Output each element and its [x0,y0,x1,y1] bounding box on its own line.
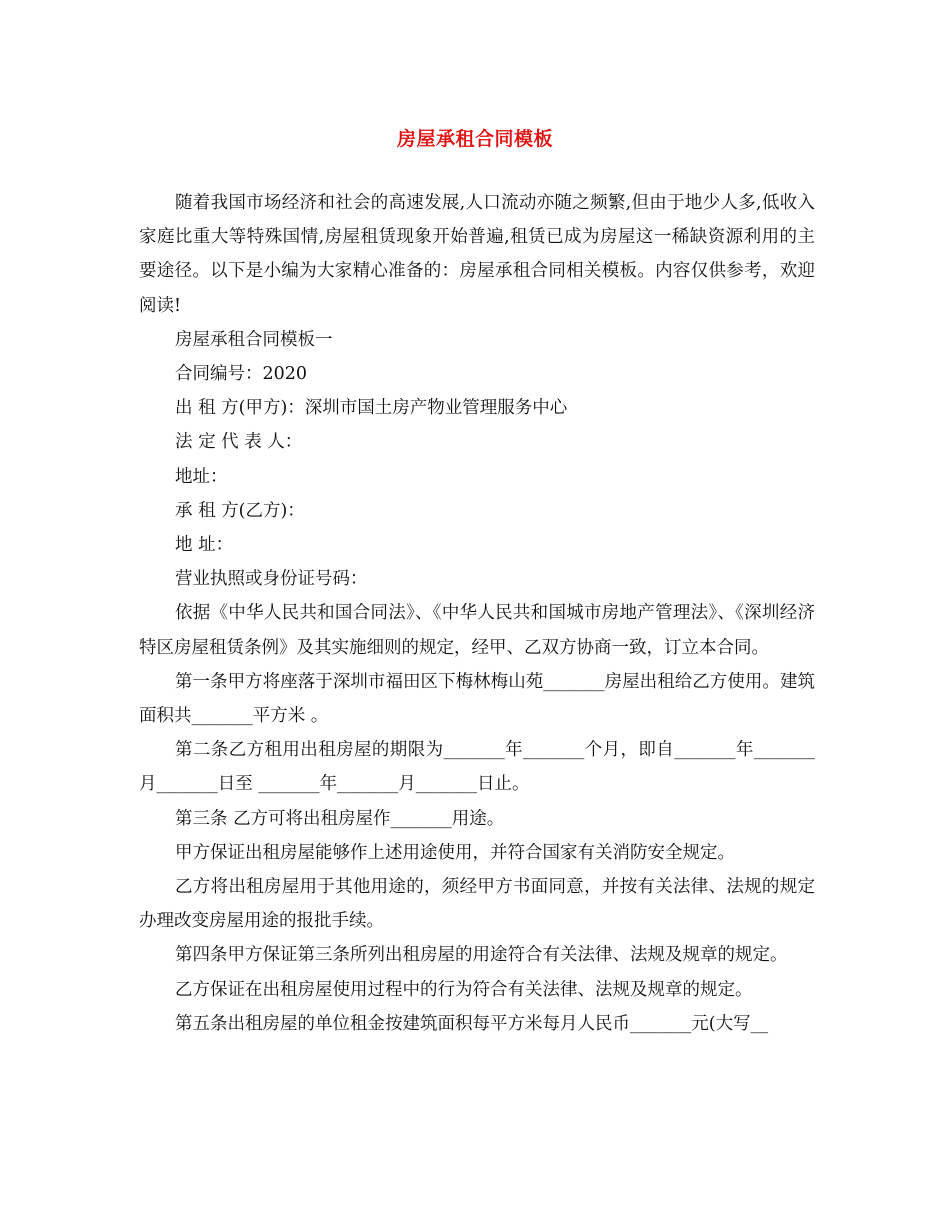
article-4-lessee-guarantee: 乙方保证在出租房屋使用过程中的行为符合有关法律、法规及规章的规定。 [175,979,753,1000]
article-3: 第三条 乙方可将出租房屋作_______用途。 [175,808,505,829]
legal-representative-field: 法 定 代 表 人： [175,432,303,453]
article-1: 第一条甲方将座落于深圳市福田区下梅林梅山苑_______房屋出租给乙方使用。建筑面积共_______平方米 。 [139,671,815,727]
article-3-guarantee: 甲方保证出租房屋能够作上述用途使用，并符合国家有关消防安全规定。 [175,842,735,863]
template-heading: 房屋承租合同模板一 [175,329,333,350]
lessee-address-field: 地 址： [175,535,234,556]
document-title: 房屋承租合同模板 [396,128,553,150]
article-2: 第二条乙方租用出租房屋的期限为_______年_______个月，即自_______年_______月_______日至 _______年_______月_______日止。 [139,740,815,795]
lessor-address-field: 地址： [175,466,228,487]
article-5: 第五条出租房屋的单位租金按建筑面积每平方米每月人民币_______元(大写__ [175,1013,769,1034]
article-3-change-use: 乙方将出租房屋用于其他用途的，须经甲方书面同意，并按有关法律、法规的规定办理改变房屋用途的报批手续。 [139,877,815,932]
legal-basis-paragraph: 依据《中华人民共和国合同法》、《中华人民共和国城市房地产管理法》、《深圳经济特区房屋租赁条例》及其实施细则的规定，经甲、乙双方协商一致，订立本合同。 [139,603,815,658]
lessee-field: 承 租 方(乙方)： [175,500,305,521]
lessor-field: 出 租 方(甲方)：深圳市国土房产物业管理服务中心 [175,398,568,419]
contract-number: 合同编号：2020 [175,364,308,385]
article-4: 第四条甲方保证第三条所列出租房屋的用途符合有关法律、法规及规章的规定。 [175,945,788,966]
intro-paragraph: 随着我国市场经济和社会的高速发展,人口流动亦随之频繁,但由于地少人多,低收入家庭比重大等特殊国情,房屋租赁现象开始普遍,租赁已成为房屋这一稀缺资源利用的主要途径。以下是小编为大家精心准备的：房屋承租合同相关模板。内容仅供参考，欢迎阅读! [139,193,815,316]
document-body [139,186,815,1041]
license-id-field: 营业执照或身份证号码： [175,569,368,590]
